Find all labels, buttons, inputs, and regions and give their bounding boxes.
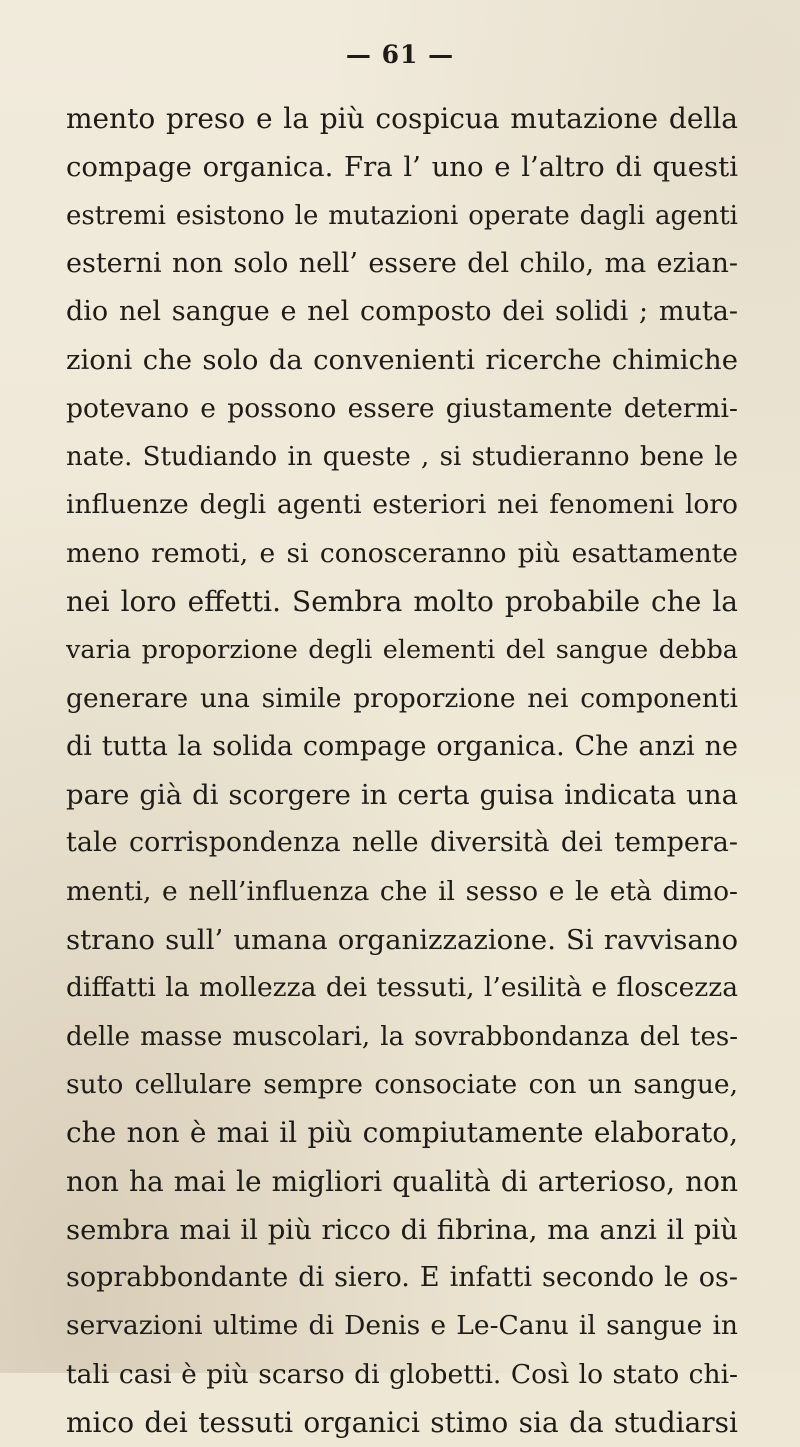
text-line: diffatti la mollezza dei tessuti, l’esilità e floscezza xyxy=(66,972,738,1004)
text-line: zioni che solo da convenienti ricerche chimiche xyxy=(66,344,738,377)
text-line: esterni non solo nell’ essere del chilo, ma ezian- xyxy=(66,247,738,279)
text-line: pare già di scorgere in certa guisa indicata una xyxy=(66,779,738,812)
text-line: influenze degli agenti esteriori nei fenomeni loro xyxy=(66,489,738,521)
text-line: varia proporzione degli elementi del sangue debba xyxy=(66,635,738,666)
text-line: potevano e possono essere giustamente determi- xyxy=(66,392,738,424)
text-line: compage organica. Fra l’ uno e l’altro di questi xyxy=(66,151,738,184)
text-line: servazioni ultime di Denis e Le-Canu il sangue in xyxy=(66,1310,738,1342)
text-line: di tutta la solida compage organica. Che anzi ne xyxy=(66,730,738,762)
text-line: tale corrispondenza nelle diversità dei tempera- xyxy=(66,827,738,859)
text-line: generare una simile proporzione nei componenti xyxy=(66,682,738,714)
text-line: dio nel sangue e nel composto dei solidi ; muta- xyxy=(66,296,738,328)
text-line: soprabbondante di siero. E infatti secondo le os- xyxy=(66,1262,738,1294)
text-line: suto cellulare sempre consociate con un sangue, xyxy=(66,1068,738,1100)
text-line: mento preso e la più cospicua mutazione della xyxy=(66,102,738,135)
text-line: nei loro effetti. Sembra molto probabile che la xyxy=(66,584,738,618)
text-line: delle masse muscolari, la sovrabbondanza del tes- xyxy=(66,1021,738,1052)
text-line: che non è mai il più compiutamente elaborato, xyxy=(66,1116,738,1150)
text-line: non ha mai le migliori qualità di arterioso, non xyxy=(66,1164,738,1198)
text-line: nate. Studiando in queste , si studieranno bene le xyxy=(66,442,738,473)
text-line: strano sull’ umana organizzazione. Si ravvisano xyxy=(66,924,738,957)
text-line: menti, e nell’influenza che il sesso e le età dimo- xyxy=(66,875,738,907)
page-number: — 61 — xyxy=(345,40,455,69)
text-line: estremi esistono le mutazioni operate dagli agenti xyxy=(66,200,738,231)
text-line: meno remoti, e si conosceranno più esattamente xyxy=(66,537,738,569)
text-line: mico dei tessuti organici stimo sia da studiarsi xyxy=(66,1406,738,1440)
body-text xyxy=(66,95,738,1447)
text-line: tali casi è più scarso di globetti. Così lo stato chi- xyxy=(66,1358,738,1390)
text-line: sembra mai il più ricco di fibrina, ma anzi il più xyxy=(66,1213,738,1246)
